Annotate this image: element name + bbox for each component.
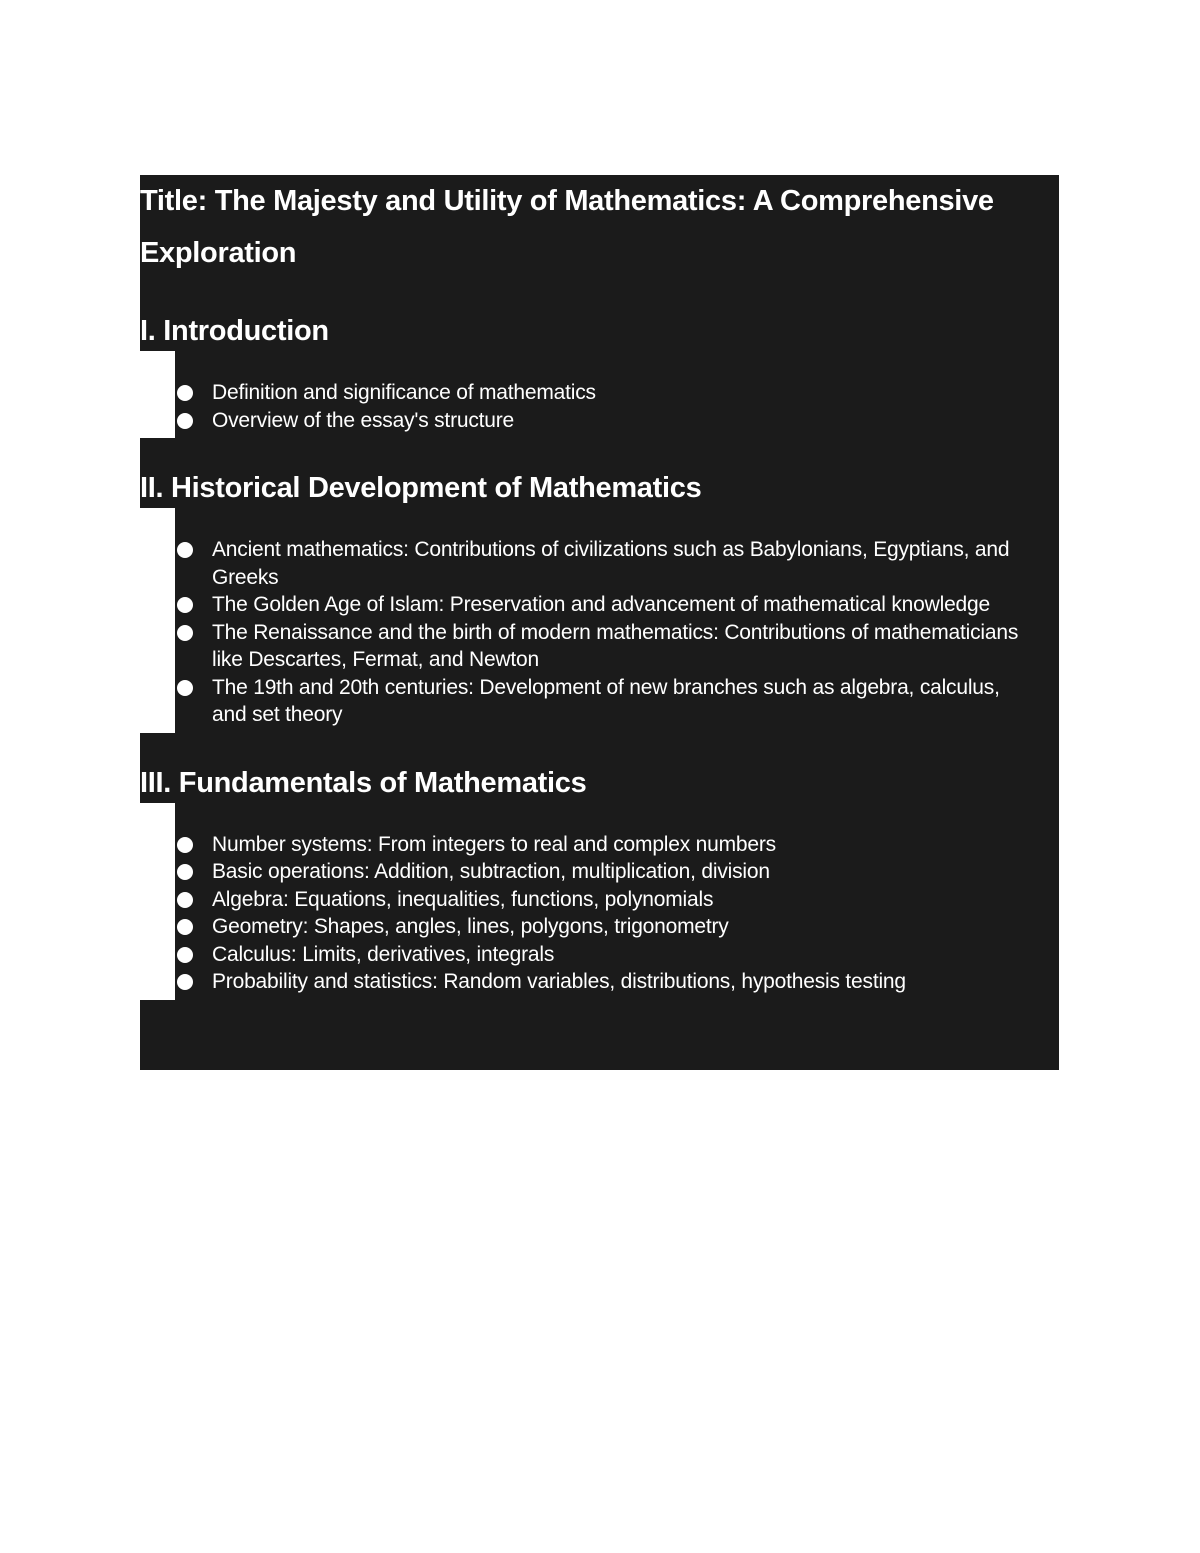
list-item-text: Probability and statistics: Random variables, distributions, hypothesis testing xyxy=(212,970,906,993)
bullet-list xyxy=(175,536,1059,729)
list-item xyxy=(175,379,1059,407)
bullet-icon xyxy=(177,597,193,613)
section-fundamentals xyxy=(140,763,1059,1000)
section-historical-development xyxy=(140,468,1059,733)
list-item-text: Geometry: Shapes, angles, lines, polygons, trigonometry xyxy=(212,915,729,938)
list-item xyxy=(175,968,1059,996)
list-item-text: The 19th and 20th centuries: Development of new branches such as algebra, calculus, and set theory xyxy=(212,675,1000,726)
list-item xyxy=(175,831,1059,859)
list-item-text: Algebra: Equations, inequalities, functions, polynomials xyxy=(212,887,714,911)
bullet-icon xyxy=(177,625,193,641)
list-item-text: The Renaissance and the birth of modern mathematics: Contributions of mathematicians like Descartes, Fermat, and Newton xyxy=(212,620,1019,671)
list-item-text: The Golden Age of Islam: Preservation and advancement of mathematical knowledge xyxy=(212,593,990,616)
bullet-icon xyxy=(177,919,193,935)
bullet-icon xyxy=(177,680,193,696)
list-item xyxy=(175,886,1059,914)
bullet-list xyxy=(175,379,1059,434)
bullet-icon xyxy=(177,947,193,963)
list-item-text: Overview of the essay's structure xyxy=(212,408,515,432)
list-container xyxy=(175,803,1059,1000)
list-indent xyxy=(140,803,1059,1000)
bullet-icon xyxy=(177,974,193,990)
list-item-text: Calculus: Limits, derivatives, integrals xyxy=(212,942,555,966)
list-item xyxy=(175,674,1059,729)
list-item xyxy=(175,941,1059,969)
bullet-icon xyxy=(177,892,193,908)
list-item-text: Definition and significance of mathematics xyxy=(212,381,596,404)
list-item xyxy=(175,407,1059,435)
document-block xyxy=(140,175,1059,1070)
list-item xyxy=(175,536,1059,591)
bullet-icon xyxy=(177,542,193,558)
bullet-icon xyxy=(177,413,193,429)
document-title: Title: The Majesty and Utility of Mathematics: A Comprehensive Exploration xyxy=(140,185,994,269)
bullet-icon xyxy=(177,837,193,853)
section-heading: I. Introduction xyxy=(140,315,329,347)
bullet-icon xyxy=(177,864,193,880)
list-item-text: Ancient mathematics: Contributions of civilizations such as Babylonians, Egyptians, and Greeks xyxy=(212,538,1010,589)
list-item xyxy=(175,591,1059,619)
list-container xyxy=(175,351,1059,438)
list-item-text: Number systems: From integers to real and complex numbers xyxy=(212,832,776,856)
bullet-list xyxy=(175,831,1059,996)
list-indent xyxy=(140,508,1059,733)
list-item xyxy=(175,619,1059,674)
section-heading: II. Historical Development of Mathematics xyxy=(140,472,702,504)
list-item xyxy=(175,858,1059,886)
section-heading: III. Fundamentals of Mathematics xyxy=(140,766,587,799)
bullet-icon xyxy=(177,385,193,401)
list-indent xyxy=(140,351,1059,438)
list-container xyxy=(175,508,1059,733)
section-introduction xyxy=(140,311,1059,438)
list-item xyxy=(175,913,1059,941)
list-item-text: Basic operations: Addition, subtraction, multiplication, division xyxy=(212,860,770,883)
